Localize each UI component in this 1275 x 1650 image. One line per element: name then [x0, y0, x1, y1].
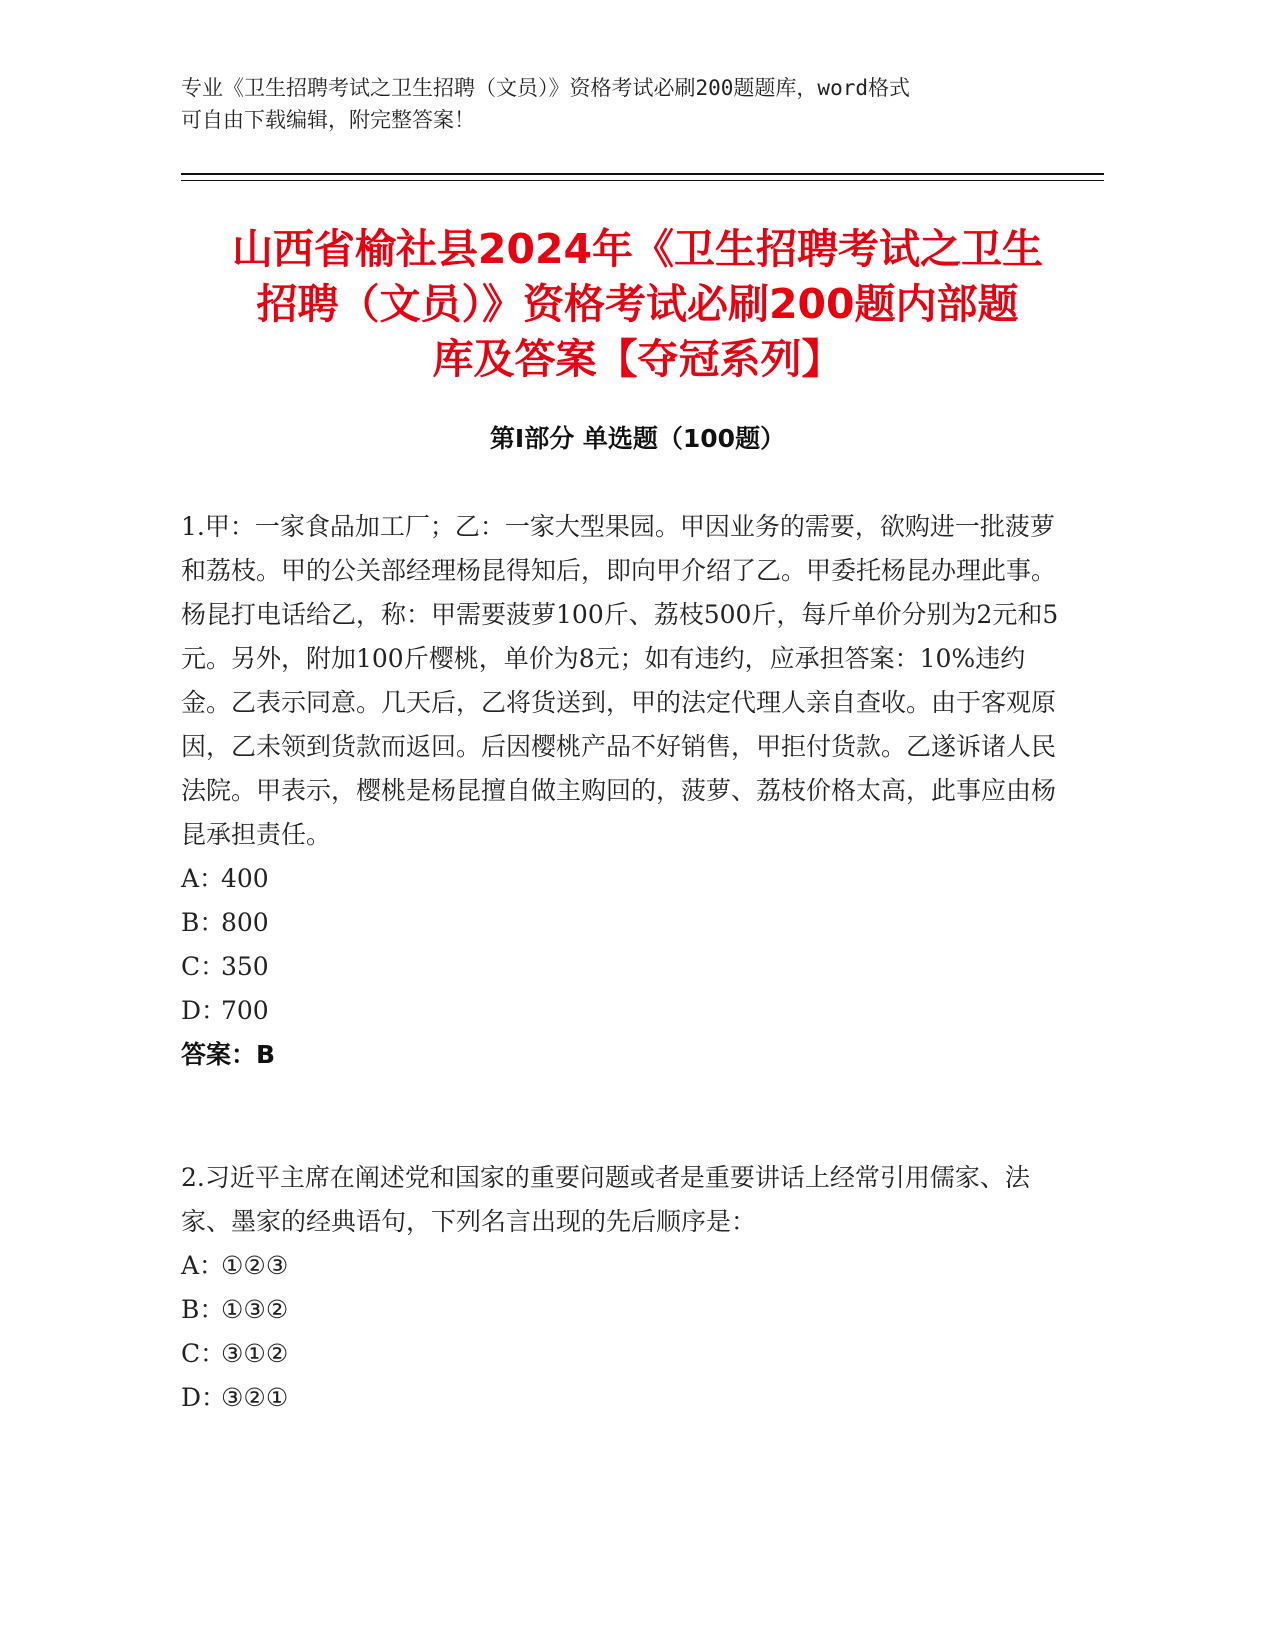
option-letter: B： [181, 908, 225, 937]
question-2 [181, 1156, 1061, 1420]
header-line-2: 可自由下载编辑，附完整答案！ [181, 108, 475, 132]
option-d [181, 989, 1061, 1033]
option-c [181, 945, 1061, 989]
header-divider-thick [181, 173, 1104, 175]
option-text: 700 [221, 996, 269, 1025]
option-letter: D： [181, 1383, 227, 1412]
question-1 [181, 505, 1061, 1077]
section-heading: 第Ⅰ部分 单选题（100题） [489, 424, 786, 453]
header-line-1: 专业《卫生招聘考试之卫生招聘（文员）》资格考试必刷200题题库，word格式 [181, 76, 910, 100]
option-text: 350 [221, 952, 269, 981]
option-text: ③②① [221, 1383, 289, 1412]
title-line-3: 库及答案【夺冠系列】 [432, 335, 843, 383]
option-text: ③①② [221, 1339, 289, 1368]
option-text: ①③② [221, 1295, 289, 1324]
page-header [181, 72, 1041, 136]
option-b [181, 1288, 1061, 1332]
option-text: 800 [221, 908, 269, 937]
option-text: ①②③ [221, 1251, 289, 1280]
option-letter: A： [181, 1251, 225, 1280]
option-text: 400 [221, 864, 269, 893]
title-line-2: 招聘（文员）》资格考试必刷200题内部题 [256, 280, 1019, 328]
option-b [181, 901, 1061, 945]
header-divider-thin [181, 180, 1104, 181]
option-a [181, 1244, 1061, 1288]
question-stem: 2.习近平主席在阐述党和国家的重要问题或者是重要讲话上经常引用儒家、法家、墨家的经典语句，下列名言出现的先后顺序是： [181, 1163, 1030, 1236]
option-letter: D： [181, 996, 227, 1025]
option-letter: C： [181, 1339, 226, 1368]
option-a [181, 857, 1061, 901]
document-title [150, 222, 1125, 387]
option-letter: B： [181, 1295, 225, 1324]
title-line-1: 山西省榆社县2024年《卫生招聘考试之卫生 [231, 225, 1044, 273]
option-d [181, 1376, 1061, 1420]
answer-line: 答案：B [181, 1040, 276, 1069]
question-stem: 1.甲：一家食品加工厂；乙：一家大型果园。甲因业务的需要，欲购进一批菠萝和荔枝。甲的公关部经理杨昆得知后，即向甲介绍了乙。甲委托杨昆办理此事。杨昆打电话给乙，称：甲需要菠萝100斤、荔枝500斤，每斤单价分别为2元和5元。另外，附加100斤樱桃，单价为8元；如有违约，应承担答案：10%违约金。乙表示同意。几天后，乙将货送到，甲的法定代理人亲自查收。由于客观原因，乙未领到货款而返回。后因樱桃产品不好销售，甲拒付货款。乙遂诉诸人民法院。甲表示，樱桃是杨昆擅自做主购回的，菠萝、荔枝价格太高，此事应由杨昆承担责任。 [181, 512, 1059, 849]
option-letter: A： [181, 864, 225, 893]
option-c [181, 1332, 1061, 1376]
option-letter: C： [181, 952, 226, 981]
